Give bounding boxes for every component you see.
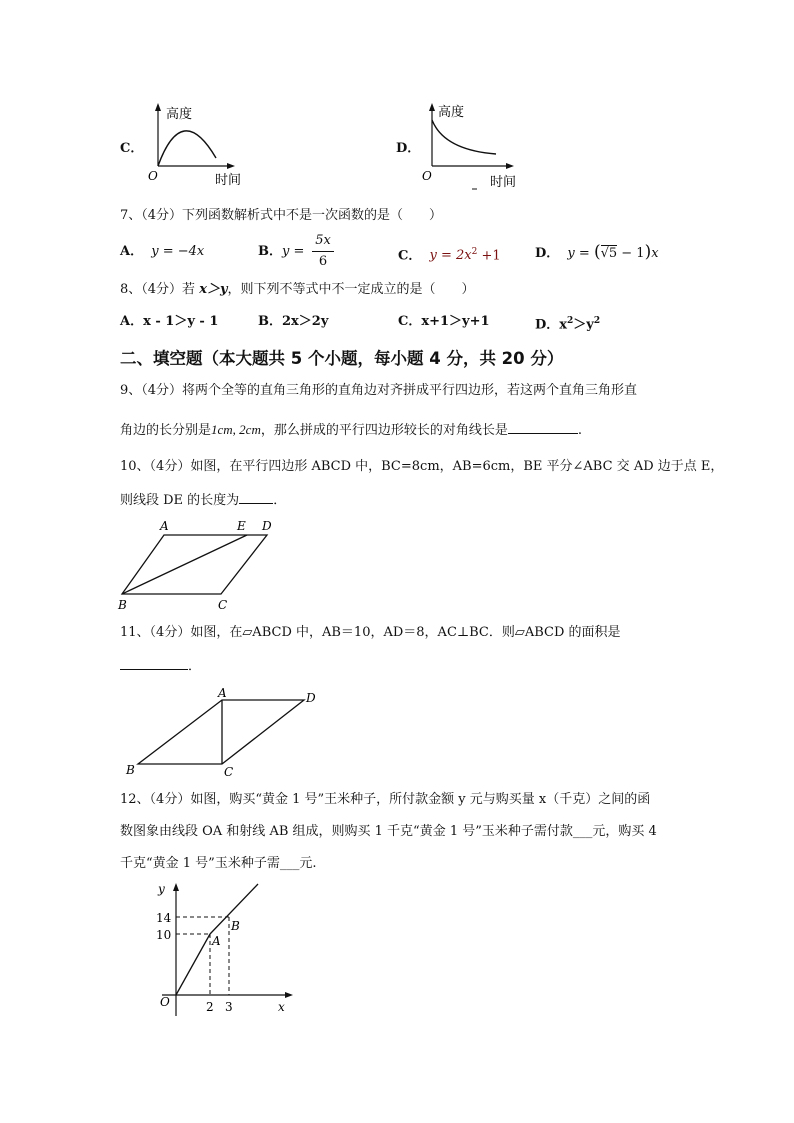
q7-a-label: A． <box>120 244 144 259</box>
q6d-x-arrow <box>506 163 514 169</box>
q9-line2-math: 1cm, 2cm <box>211 422 261 437</box>
q6d-y-arrow <box>429 103 435 111</box>
q11-label-d: D <box>306 691 316 705</box>
q11-answer-blank[interactable] <box>120 657 188 670</box>
q9-line2-post: ，那么拼成的平行四边形较长的对角线长是 <box>260 423 508 438</box>
q7-option-c <box>398 244 501 264</box>
q6-option-c-label: C． <box>120 141 144 156</box>
q7-stem: 7、（4分）下列函数解析式中不是一次函数的是（ ） <box>120 208 443 223</box>
q9-answer-blank[interactable] <box>508 421 578 434</box>
q8-option-c: C．x+1＞y+1 <box>398 314 490 329</box>
q10-label-b: B <box>118 598 127 612</box>
q7-option-a <box>120 244 204 260</box>
q8-stem-pre: 8、（4分）若 <box>120 282 200 297</box>
q11-label-a: A <box>218 686 227 700</box>
q7-b-fraction-bar <box>312 251 334 252</box>
q6-graph-d <box>414 100 534 192</box>
q9-line2 <box>120 421 582 439</box>
q12-tick-3: 3 <box>225 1000 233 1014</box>
q10-figure <box>112 514 292 614</box>
q12-tick-10: 10 <box>156 928 172 942</box>
q6-option-d-label: D． <box>396 141 421 156</box>
q7-c-exponent: 2 <box>471 247 478 257</box>
q10-line2 <box>120 491 286 509</box>
q7-c-tail: +1 <box>477 248 501 264</box>
q12-x-arrow <box>285 992 293 998</box>
q12-y-arrow <box>173 883 179 891</box>
q10-label-c: C <box>218 598 228 612</box>
q7-a-expr: y = −4x <box>151 244 205 259</box>
q6c-y-label: 高度 <box>166 107 193 122</box>
q7-d-label: D． <box>535 246 560 261</box>
q6d-x-label: 时间 <box>490 175 517 190</box>
q12-point-b-label: B <box>231 919 240 933</box>
q12-line1: 12、（4分）如图，购买“黄金 1 号”王米种子，所付款金额 y 元与购买量 x（千克）之间的函 <box>120 792 651 807</box>
q8-option-a: A．x - 1＞y - 1 <box>120 314 219 329</box>
q6c-origin: O <box>148 169 158 183</box>
q9-line1: 9、（4分）将两个全等的直角三角形的直角边对齐拼成平行四边形，若这两个直角三角形直 <box>120 383 638 398</box>
section-2-title: 二、填空题（本大题共 5 个小题，每小题 4 分，共 20 分） <box>120 349 564 368</box>
q11-line1: 11、（4分）如图，在▱ABCD 中，AB＝10，AD＝8，AC⊥BC．则▱ABCD 的面积是 <box>120 625 621 640</box>
q6c-x-label: 时间 <box>215 173 242 188</box>
q12-origin-label: O <box>160 995 170 1009</box>
q11-label-c: C <box>224 765 234 779</box>
q8-d-mid: ＞y <box>573 317 594 333</box>
q7-d-paren-close: ) <box>644 242 652 262</box>
q6c-y-arrow <box>155 103 161 111</box>
q7-b-denominator: 6 <box>318 254 328 269</box>
q8-d-exp1: 2 <box>567 316 574 326</box>
q8-stem-condition: x＞y <box>199 282 228 297</box>
q10-label-e: E <box>237 519 246 533</box>
q9-line2-end: . <box>577 423 582 438</box>
q6d-y-label: 高度 <box>438 105 465 120</box>
q6c-x-arrow <box>227 163 235 169</box>
q11-label-b: B <box>126 763 135 777</box>
q11-line2 <box>120 657 201 675</box>
q7-d-minus: − 1 <box>617 246 645 261</box>
q6c-curve <box>158 131 216 166</box>
q12-graph <box>140 878 300 1020</box>
q7-b-label: B． <box>258 244 282 259</box>
q12-tick-2: 2 <box>206 1000 214 1014</box>
q6-graph-c <box>140 100 260 192</box>
q12-line3: 千克“黄金 1 号”玉米种子需___元. <box>120 856 317 871</box>
q12-segment-oa <box>176 934 210 995</box>
q7-c-expr: y = 2x <box>429 248 472 264</box>
q10-answer-blank[interactable] <box>239 491 273 504</box>
q12-tick-14: 14 <box>156 911 172 925</box>
q10-label-a: A <box>160 519 169 533</box>
q11-line2-end: ． <box>188 659 202 674</box>
q12-x-axis-label: x <box>278 1000 285 1014</box>
q6d-curve <box>432 120 496 154</box>
q8-d-pre: D．x <box>535 317 568 333</box>
q7-d-paren-open: ( <box>593 242 601 262</box>
q10-line2-pre: 则线段 DE 的长度为 <box>120 493 240 508</box>
q11-parallelogram <box>138 700 304 764</box>
q7-b-numerator: 5x <box>315 233 331 248</box>
q10-parallelogram <box>122 535 267 594</box>
q7-c-label: C． <box>398 248 422 264</box>
q12-point-a-label: A <box>212 934 221 948</box>
q6d-origin: O <box>422 169 432 183</box>
q9-line2-pre: 角边的长分别是 <box>120 423 212 438</box>
q8-stem-post: ，则下列不等式中不一定成立的是（ ） <box>227 282 475 297</box>
q7-option-d <box>535 244 659 262</box>
q10-label-d: D <box>262 519 272 533</box>
q8-option-d <box>535 313 600 333</box>
q7-d-x: x <box>651 246 659 261</box>
q8-d-exp2: 2 <box>593 316 601 326</box>
q11-figure <box>120 686 330 780</box>
q8-option-b: B．2x＞2y <box>258 314 329 329</box>
q7-b-lhs: y = <box>282 244 305 259</box>
q12-y-axis-label: y <box>158 882 165 896</box>
q12-line2: 数图象由线段 OA 和射线 AB 组成，则购买 1 千克“黄金 1 号”玉米种子需付款___元，购买 4 <box>120 824 657 839</box>
q8-stem <box>120 282 475 298</box>
q7-d-lhs: y = <box>567 246 590 261</box>
q10-line1: 10、（4分）如图，在平行四边形 ABCD 中，BC=8cm，AB=6cm，BE 平分∠ABC 交 AD 边于点 E， <box>120 459 724 474</box>
q10-line2-end: ． <box>273 493 287 508</box>
q7-d-sqrt: √5 <box>600 246 618 261</box>
